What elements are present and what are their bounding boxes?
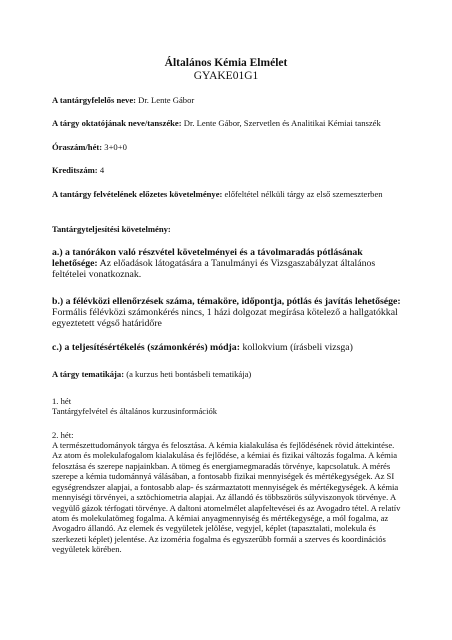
- credits-label: Kreditszám:: [52, 165, 98, 176]
- requirement-b: [52, 296, 402, 329]
- requirement-c: [52, 342, 402, 353]
- week-text: Tantárgyfelvétel és általános kurzusinformációk: [52, 406, 218, 417]
- teacher-line: [52, 118, 402, 128]
- responsible-label: A tantárgyfelelős neve:: [52, 95, 137, 105]
- requirement-b-value: Formális félévközi számonkérés nincs, 1 házi dolgozat megírása kötelező a hallgatókkal egyeztetett végső határidőre: [52, 307, 398, 330]
- requirements-heading: Tantárgyteljesítési követelmény:: [52, 224, 171, 235]
- hours-value: 3+0+0: [104, 141, 127, 152]
- page-title: Általános Kémia Elmélet: [164, 57, 288, 69]
- week-block: [52, 396, 402, 417]
- requirement-a: [52, 247, 402, 280]
- requirement-a-value: Az előadások látogatására a Tanulmányi és Vizsgaszabályzat általános feltételei vonatkoznak.: [52, 258, 376, 281]
- teacher-value: Dr. Lente Gábor, Szervetlen és Analitikai Kémiai tanszék: [183, 118, 381, 129]
- topics-label: A tárgy tematikája:: [52, 369, 125, 380]
- credits-line: [52, 165, 402, 175]
- course-code: GYAKE01G1: [193, 70, 259, 82]
- requirement-c-label: c.) a teljesítésértékelés (számonkérés) módja:: [52, 342, 240, 354]
- week-block: [52, 430, 402, 555]
- hours-label: Óraszám/hét:: [52, 141, 103, 152]
- teacher-label: A tárgy oktatójának neve/tanszéke:: [52, 118, 182, 129]
- week-text: A természettudományok tárgya és felosztása. A kémia kialakulása és fejlődésének rövid áttekintése. Az atom és molekulafogalom kialakulása és fejlődése, a kémiai és fizikai változás fogalma. A kémia felosztása és szerepe napjainkban. A tömeg és energiamegmaradás törvénye, kapcsolatuk. A mérés szerepe a kémia tudománnyá válásában, a fontosabb fizikai mennyiségek és mértékegységek. Az SI egységrendszer alapjai, a fontosabb alap- és származtatott mennyiségek és mértékegységek. A kémia mennyiségi törvényei, a sztöchiometria alapjai. Az állandó és többszörös súlyviszonyok törvénye. A vegyülő gázok térfogati törvénye. A daltoni atomelmélet alapfeltevései és az Avogadro tétel. A relatív atom és molekulatömeg fogalma. A kémiai anyagmennyiség és mértékegysége, a mól fogalma, az Avogadro állandó. Az elemek és vegyületek jelölése, vegyjel, képlet (tapasztalati, molekula és szerkezeti képlet) jelentése. Az izoméria fogalma és egyszerűbb formái a szerves és koordinációs vegyületek körében.: [52, 440, 401, 555]
- requirement-c-value: kollokvium (írásbeli vizsga): [242, 342, 353, 354]
- prereq-line: [52, 189, 402, 199]
- topics-line: [52, 369, 402, 379]
- prereq-label: A tantárgy felvételének előzetes követelménye:: [52, 188, 223, 199]
- topics-value: (a kurzus heti bontásbeli tematikája): [126, 369, 252, 380]
- credits-value: 4: [99, 165, 105, 176]
- responsible-value: Dr. Lente Gábor: [138, 95, 195, 105]
- requirement-a-label: a.) a tanórákon való részvétel követelményei és a távolmaradás pótlásának lehetősége:: [52, 247, 363, 270]
- prereq-value: előfeltétel nélküli tárgy az első szemeszterben: [224, 188, 383, 199]
- requirement-b-label: b.) a félévközi ellenőrzések száma, témaköre, időpontja, pótlás és javítás lehetősége:: [52, 296, 401, 308]
- document-body: [52, 95, 402, 555]
- week-label: 2. hét:: [52, 429, 74, 440]
- hours-line: [52, 142, 402, 152]
- week-label: 1. hét: [52, 395, 72, 406]
- responsible-line: [52, 95, 402, 105]
